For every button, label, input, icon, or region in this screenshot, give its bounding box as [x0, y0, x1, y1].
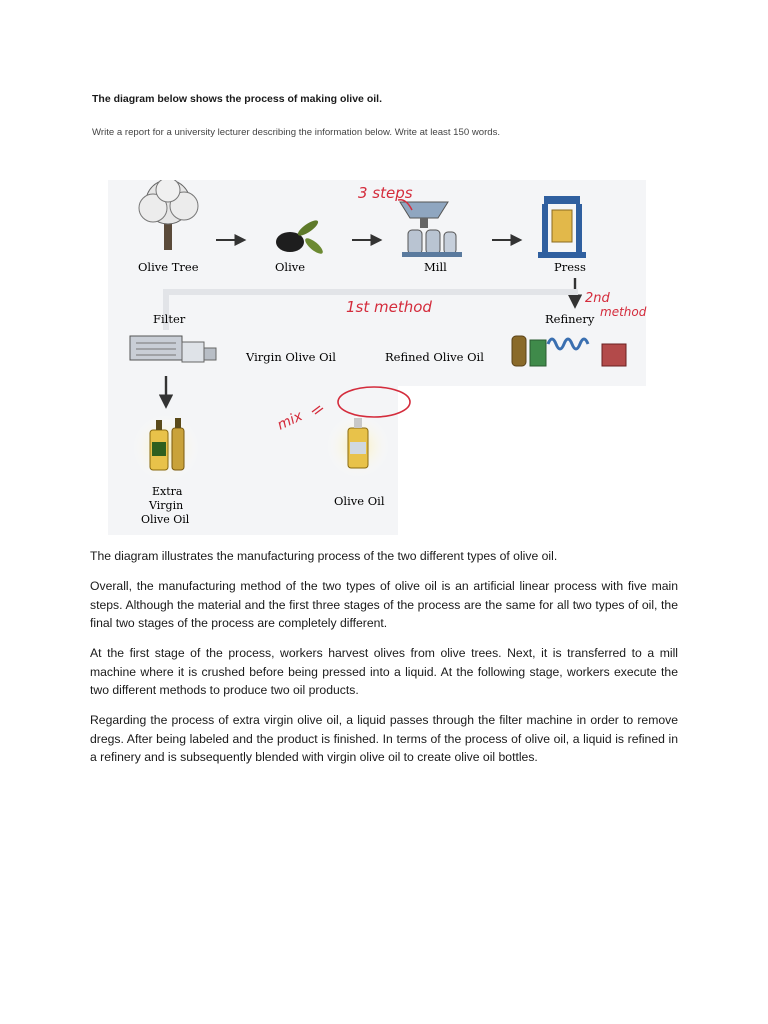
extra-label: Extra: [152, 485, 183, 498]
mix-annotation: mix: [274, 408, 306, 434]
page-title: The diagram below shows the process of making olive oil.: [92, 93, 382, 105]
essay-paragraph-4: Regarding the process of extra virgin olive oil, a liquid passes through the filter machine in order to remove dregs. After being labeled and the product is finished. In terms of the process of olive oil, a liquid is refined in a refinery and is subsequently blended with virgin olive oil to create olive oil bottles.: [90, 713, 678, 764]
filter-label: Filter: [153, 312, 186, 326]
second-method-annotation-bottom: method: [600, 305, 647, 319]
refined-olive-oil-label: Refined Olive Oil: [385, 350, 484, 364]
olive-oil-bottle-icon: [326, 414, 390, 478]
instruction-text: Write a report for a university lecturer describing the information below. Write at least 150 words.: [92, 127, 501, 138]
essay-paragraph-1: The diagram illustrates the manufacturing process of the two different types of olive oil.: [90, 549, 558, 563]
first-method-annotation: 1st method: [346, 298, 432, 316]
extra-virgin-bottles-icon: [132, 414, 200, 482]
three-steps-annotation: 3 steps: [358, 184, 413, 202]
virgin-label: Virgin: [149, 499, 184, 512]
refinery-label: Refinery: [545, 312, 595, 326]
mill-label: Mill: [424, 260, 447, 274]
essay-paragraph-2: Overall, the manufacturing method of the two types of olive oil is an artificial linear process with five main steps. Although the material and the first three stages of the process are the same for all two types of oil, the final two stages of the process are completely different.: [90, 579, 678, 630]
press-label: Press: [554, 260, 586, 274]
extra-olive-oil-label: Olive Oil: [141, 513, 190, 526]
olive-label: Olive: [275, 260, 306, 274]
virgin-olive-oil-label: Virgin Olive Oil: [246, 350, 336, 364]
essay-paragraph-3: At the first stage of the process, workers harvest olives from olive trees. Next, it is transferred to a mill machine where it is crushed before being pressed into a liquid. At the following stage, workers execute the two different methods to produce two oil products.: [90, 646, 678, 697]
olive-oil-label: Olive Oil: [334, 494, 385, 508]
olive-tree-label: Olive Tree: [138, 260, 199, 274]
second-method-annotation-top: 2nd: [585, 291, 610, 306]
olive-oil-process-diagram: [108, 180, 648, 536]
